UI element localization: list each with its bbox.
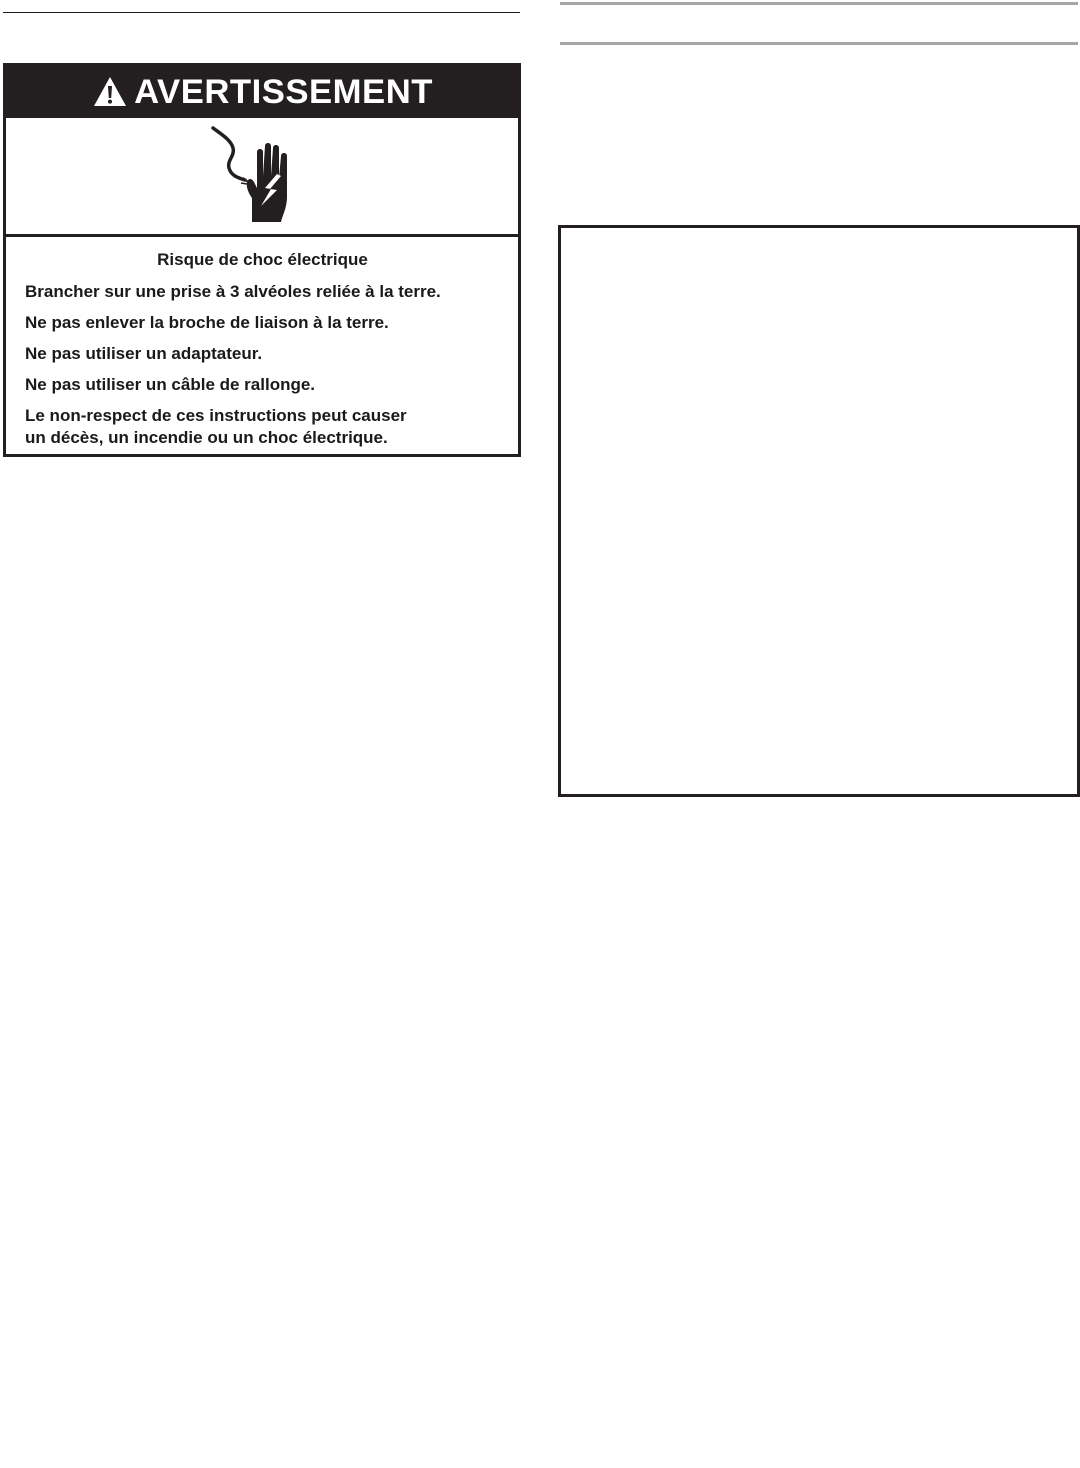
top-rule-left bbox=[3, 12, 520, 13]
electric-shock-hand-icon bbox=[207, 126, 297, 226]
consequence-line-2: un décès, un incendie ou un choc électrique. bbox=[25, 428, 388, 447]
instruction-line: Ne pas utiliser un câble de rallonge. bbox=[25, 375, 316, 394]
top-rule-right bbox=[560, 2, 1078, 5]
instruction-line: Ne pas enlever la broche de liaison à la terre. bbox=[25, 313, 389, 332]
consequence-text bbox=[25, 405, 500, 449]
warning-header bbox=[6, 66, 518, 118]
warning-label bbox=[3, 63, 521, 457]
hazard-symbol-area bbox=[6, 118, 518, 237]
consequence-line-1: Le non-respect de ces instructions peut causer bbox=[25, 406, 407, 425]
safety-message bbox=[6, 237, 518, 449]
warning-triangle-icon bbox=[93, 76, 127, 108]
instruction-line: Ne pas utiliser un adaptateur. bbox=[25, 344, 263, 363]
signal-word: AVERTISSEMENT bbox=[134, 72, 434, 111]
instruction-line: Brancher sur une prise à 3 alvéoles reliée à la terre. bbox=[25, 282, 441, 301]
second-rule-right bbox=[560, 42, 1078, 45]
hazard-title: Risque de choc électrique bbox=[157, 250, 368, 269]
empty-bordered-box bbox=[558, 225, 1080, 797]
